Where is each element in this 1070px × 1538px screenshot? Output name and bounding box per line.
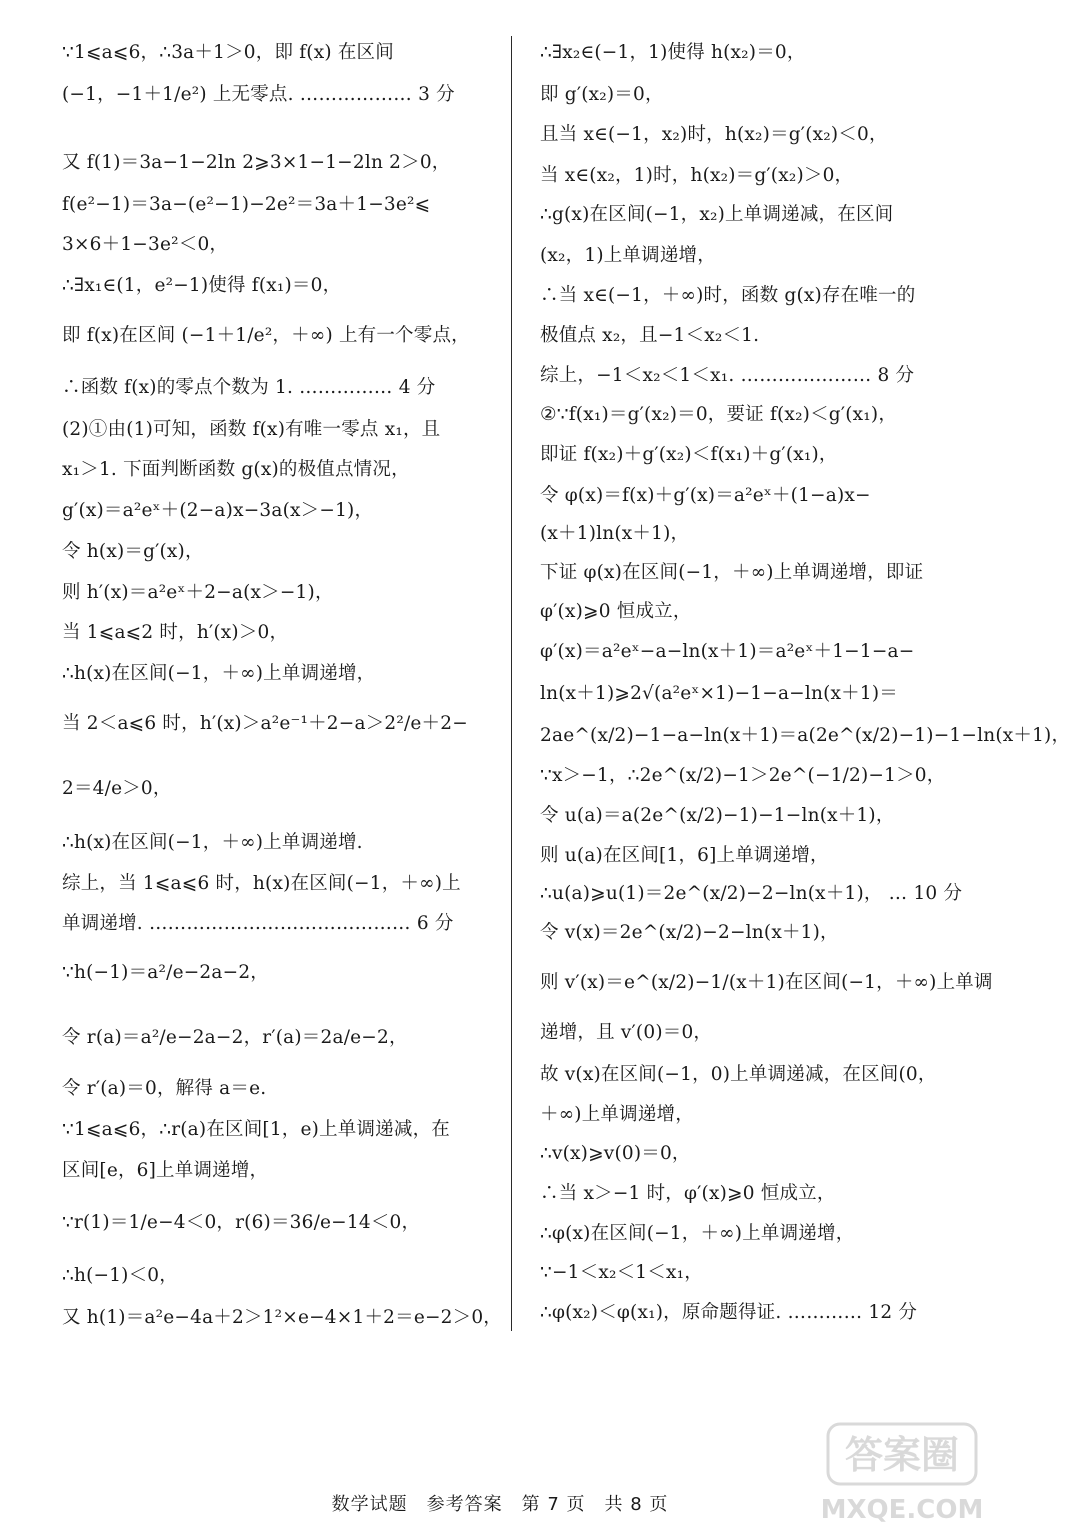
watermark-url: MXQE.COM (820, 1495, 984, 1525)
text-line: ∴函数 f(x)的零点个数为 1. …………… 4 分 (62, 377, 436, 398)
text-line: (2)①由(1)可知，函数 f(x)有唯一零点 x₁，且 (62, 419, 441, 440)
text-line: ∵r(1)＝1/e−4＜0，r(6)＝36/e−14＜0， (62, 1212, 421, 1233)
text-line: ∵x＞−1，∴2e^(x/2)−1＞2e^(−1/2)−1＞0， (540, 765, 946, 786)
text-line: 又 f(1)＝3a−1−2ln 2⩾3×1−1−2ln 2＞0， (62, 152, 451, 173)
watermark-title: 答案圈 (844, 1433, 960, 1477)
text-line: 则 u(a)在区间[1，6]上单调递增， (540, 845, 829, 866)
text-line: 且当 x∈(−1，x₂)时，h(x₂)＝g′(x₂)＜0， (540, 124, 888, 145)
column-divider (511, 36, 512, 1331)
text-line: g′(x)＝a²eˣ＋(2−a)x−3a(x＞−1)， (62, 500, 374, 521)
text-line: 综上，当 1⩽a⩽6 时，h(x)在区间(−1，＋∞)上 (62, 873, 461, 894)
text-line: ∴v(x)⩾v(0)＝0， (540, 1143, 691, 1164)
text-line: 即证 f(x₂)＋g′(x₂)＜f(x₁)＋g′(x₁)， (540, 444, 838, 465)
text-line: 令 h(x)＝g′(x)， (62, 541, 204, 562)
text-line: 当 x∈(x₂，1)时，h(x₂)＝g′(x₂)＞0， (540, 165, 854, 186)
text-line: 2ae^(x/2)−1−a−ln(x＋1)＝a(2e^(x/2)−1)−1−ln(x＋1)， (540, 725, 1070, 746)
text-line: ∴φ(x)在区间(−1，＋∞)上单调递增， (540, 1223, 855, 1244)
text-line: 则 v′(x)＝e^(x/2)−1/(x＋1)在区间(−1，＋∞)上单调 (540, 972, 993, 993)
text-line: 令 u(a)＝a(2e^(x/2)−1)−1−ln(x＋1)， (540, 805, 895, 826)
text-line: f(e²−1)＝3a−(e²−1)−2e²＝3a＋1−3e²⩽ (62, 194, 431, 215)
text-line: ∴h(x)在区间(−1，＋∞)上单调递增， (62, 663, 376, 684)
text-line: 综上，−1＜x₂＜1＜x₁. ………………… 8 分 (540, 365, 915, 386)
text-line: 故 v(x)在区间(−1，0)上单调递减，在区间(0， (540, 1064, 937, 1085)
text-line: ∴∃x₂∈(−1，1)使得 h(x₂)＝0， (540, 42, 806, 63)
text-line: (−1，−1＋1/e²) 上无零点. ……………… 3 分 (62, 84, 455, 105)
text-line: ∴φ(x₂)＜φ(x₁)，原命题得证. ………… 12 分 (540, 1302, 918, 1323)
text-line: (x₂，1)上单调递增， (540, 245, 716, 266)
text-line: 又 h(1)＝a²e−4a＋2＞1²×e−4×1＋2＝e−2＞0， (62, 1307, 503, 1328)
text-line: 令 r(a)＝a²/e−2a−2，r′(a)＝2a/e−2， (62, 1027, 408, 1048)
text-line: ∵h(−1)＝a²/e−2a−2， (62, 962, 269, 983)
text-line: 3×6＋1−3e²＜0， (62, 234, 229, 255)
text-line: x₁＞1. 下面判断函数 g(x)的极值点情况， (62, 459, 410, 480)
text-line: 下证 φ(x)在区间(−1，＋∞)上单调递增，即证 (540, 562, 924, 583)
text-line: ∵1⩽a⩽6，∴3a＋1＞0，即 f(x) 在区间 (62, 42, 394, 63)
text-line: 递增，且 v′(0)＝0， (540, 1022, 713, 1043)
text-line: 则 h′(x)＝a²eˣ＋2−a(x＞−1)， (62, 582, 334, 603)
text-line: (x＋1)ln(x＋1)， (540, 523, 690, 544)
text-line: ln(x＋1)⩾2√(a²eˣ×1)−1−a−ln(x＋1)＝ (540, 683, 898, 704)
text-line: 即 f(x)在区间 (−1＋1/e²，＋∞) 上有一个零点， (62, 325, 470, 346)
text-line: 即 g′(x₂)＝0， (540, 84, 664, 105)
text-line: ＋∞)上单调递增， (540, 1104, 694, 1125)
text-line: ∴当 x＞−1 时，φ′(x)⩾0 恒成立， (540, 1183, 836, 1204)
text-line: 令 v(x)＝2e^(x/2)−2−ln(x＋1)， (540, 922, 839, 943)
watermark-logo (822, 1416, 982, 1532)
text-line: ∵1⩽a⩽6，∴r(a)在区间[1，e)上单调递减，在 (62, 1119, 450, 1140)
text-line: ∵−1＜x₂＜1＜x₁， (540, 1262, 703, 1283)
text-line: ∴∃x₁∈(1，e²−1)使得 f(x₁)＝0， (62, 275, 342, 296)
text-line: ∴h(−1)＜0， (62, 1265, 178, 1286)
text-line: φ′(x)＝a²eˣ−a−ln(x＋1)＝a²eˣ＋1−1−a− (540, 641, 915, 662)
text-line: 极值点 x₂，且−1＜x₂＜1. (540, 325, 760, 346)
text-line: ∴h(x)在区间(−1，＋∞)上单调递增. (62, 832, 363, 853)
text-line: 区间[e，6]上单调递增， (62, 1160, 269, 1181)
text-line: ∴g(x)在区间(−1，x₂)上单调递减，在区间 (540, 204, 894, 225)
text-line: 令 r′(a)＝0，解得 a＝e. (62, 1078, 267, 1099)
text-line: φ′(x)⩾0 恒成立， (540, 601, 692, 622)
text-line: ∴当 x∈(−1，＋∞)时，函数 g(x)存在唯一的 (540, 285, 916, 306)
text-line: 令 φ(x)＝f(x)＋g′(x)＝a²eˣ＋(1−a)x− (540, 485, 871, 506)
text-line: ∴u(a)⩾u(1)＝2e^(x/2)−2−ln(x＋1)， … 10 分 (540, 883, 963, 904)
page-footer: 数学试题 参考答案 第 7 页 共 8 页 (331, 1494, 669, 1515)
text-line: 当 2＜a⩽6 时，h′(x)＞a²e⁻¹＋2−a＞2²/e＋2− (62, 713, 468, 734)
text-line: 2＝4/e＞0， (62, 778, 172, 799)
text-line: 当 1⩽a⩽2 时，h′(x)＞0， (62, 622, 289, 643)
text-line: 单调递增. …………………………………… 6 分 (62, 913, 454, 934)
text-line: ②∵f(x₁)＝g′(x₂)＝0，要证 f(x₂)＜g′(x₁)， (540, 404, 898, 425)
